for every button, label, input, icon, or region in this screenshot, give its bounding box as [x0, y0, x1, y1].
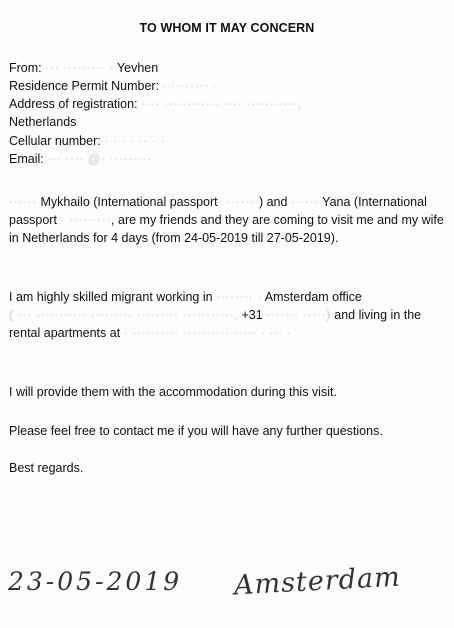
- permit-line: [9, 79, 217, 94]
- permit-redacted: · ········ ·: [162, 79, 218, 93]
- paragraph-contact: Please feel free to contact me if you will have any further questions.: [9, 424, 383, 438]
- signature-place: Amsterdam: [233, 561, 402, 602]
- paragraph-text: , are my friends and they are coming to visit me and my wife in Netherlands for 4 days (from 24-05-2019 till 27-05-2019).: [9, 213, 444, 245]
- closing-line: Best regards.: [9, 461, 84, 475]
- redacted-text: ······: [9, 195, 37, 209]
- address-redacted: ···· ············ ···· ···········,: [141, 97, 302, 111]
- paragraph-text: and living in the rental apartments at: [9, 308, 422, 340]
- paragraph-friends: [9, 193, 449, 247]
- paragraph-work: [9, 288, 449, 342]
- from-line: [9, 61, 158, 76]
- address-label: Address of registration:: [9, 97, 138, 111]
- from-label: From:: [9, 61, 42, 75]
- redacted-text: ········ ·: [216, 290, 262, 304]
- paragraph-text: Amsterdam office: [264, 290, 362, 304]
- redacted-text: · ·········· ·········· ····· ·: [123, 326, 266, 340]
- handwritten-signature-line: [8, 561, 402, 602]
- redacted-text: ······: [290, 195, 319, 209]
- email-label: Email:: [9, 152, 44, 166]
- paragraph-text: Mykhailo (International passport: [40, 195, 218, 209]
- cell-label: Cellular number:: [9, 134, 101, 148]
- redacted-text: · ·········: [60, 213, 112, 227]
- cell-redacted: · · · · ·· · ·: [104, 134, 166, 148]
- redacted-text: ······· ·····): [266, 308, 331, 322]
- cell-line: [9, 134, 165, 149]
- address-line: [9, 97, 301, 112]
- redacted-text: ··· ·: [268, 326, 292, 340]
- paragraph-text: Yana: [322, 195, 351, 209]
- permit-label: Residence Permit Number:: [9, 79, 160, 93]
- letter-title: TO WHOM IT MAY CONCERN: [139, 21, 315, 35]
- redacted-text: · ·······: [217, 195, 259, 209]
- redacted-text: ( ··· ··········· ········· ········· ···········,: [9, 308, 238, 322]
- paragraph-text: ) and: [258, 195, 288, 209]
- country-line: Netherlands: [9, 115, 77, 129]
- email-redacted: ··· ···· @· ·········: [47, 152, 152, 166]
- paragraph-accommodation: I will provide them with the accommodation during this visit.: [9, 385, 337, 399]
- paragraph-text: I am highly skilled migrant working in: [9, 290, 213, 304]
- signature-date: 23-05-2019: [8, 567, 183, 596]
- email-line: [9, 152, 152, 167]
- from-name: Yevhen: [116, 61, 159, 75]
- from-redacted: ··· ········· ·: [45, 61, 114, 75]
- paragraph-text: (International passport: [9, 195, 427, 227]
- paragraph-text: +31: [241, 308, 263, 322]
